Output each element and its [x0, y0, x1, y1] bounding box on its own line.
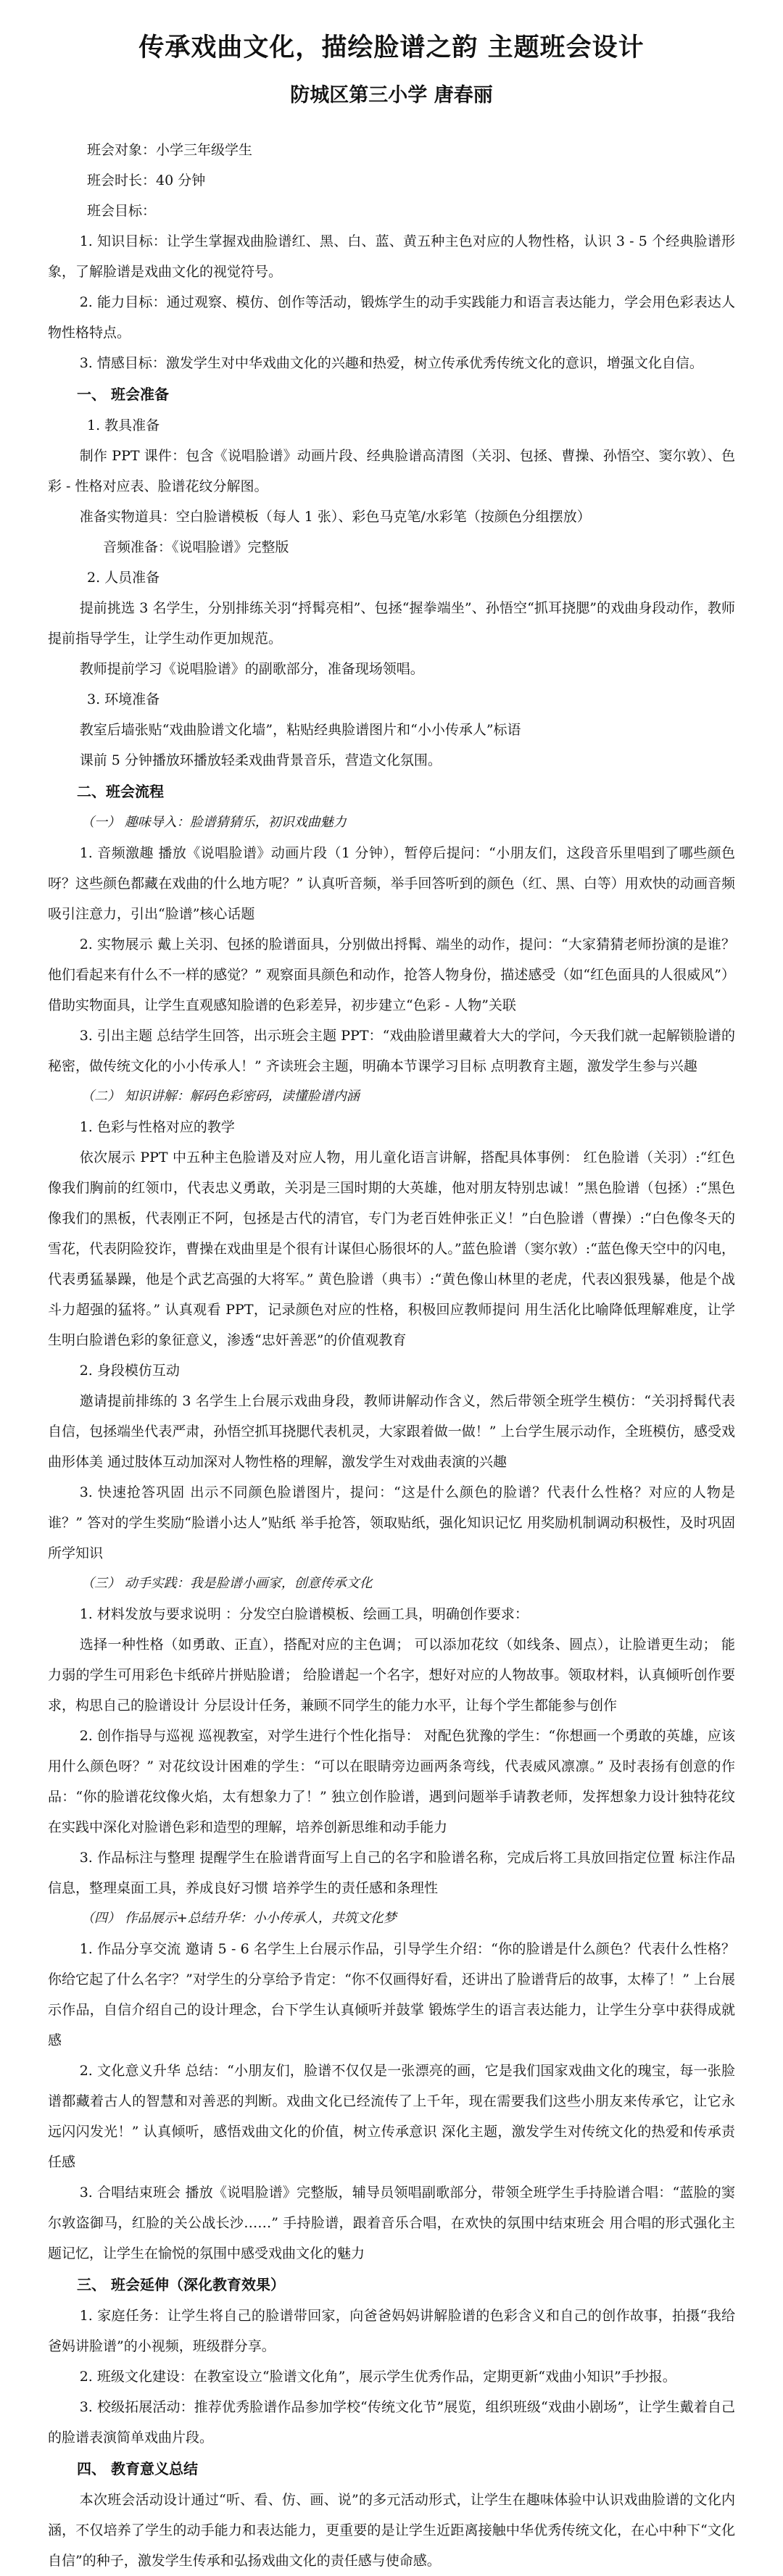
subheading-knowledge: （二） 知识讲解：解码色彩密码，读懂脸谱内涵: [81, 1089, 360, 1104]
section-heading-summary: 四、 教育意义总结: [77, 2460, 198, 2477]
section-heading-process: 二、班会流程: [77, 783, 164, 800]
goal-emotion: 3. 情感目标：激发学生对中华戏曲文化的兴趣和热爱，树立传承优秀传统文化的意识，增强文化自信。: [79, 355, 703, 371]
paragraph-students: 提前挑选 3 名学生，分别排练关羽“捋髯亮相”、包拯“握拳端坐”、孙悟空“抓耳挠腮”的戏曲身段动作，教师提前指导学生，让学生动作更加规范。: [48, 600, 735, 647]
subheading-environment: 3. 环境准备: [87, 691, 160, 707]
paragraph-wall: 教室后墙张贴“戏曲脸谱文化墙”，粘贴经典脸谱图片和“小小传承人”标语: [79, 722, 521, 738]
paragraph-music: 课前 5 分钟播放环播放轻柔戏曲背景音乐，营造文化氛围。: [79, 752, 442, 768]
paragraph-theme: 3. 引出主题 总结学生回答，出示班会主题 PPT：“戏曲脸谱里藏着大大的学问，今天我们就一起解锁脸谱的秘密，做传统文化的小小传承人！” 齐读班会主题，明确本节课学习目标 点明教育主题，激发学生参与兴趣: [48, 1028, 735, 1074]
paragraph-guidance: 2. 创作指导与巡视 巡视教室，对学生进行个性化指导： 对配色犹豫的学生：“你想画一个勇敢的英雄，应该用什么颜色呀？” 对花纹设计困难的学生：“可以在眼睛旁边画两条弯线，代表威风凛凛。” 及时表扬有创意的作品：“你的脸谱花纹像火焰，太有想象力了！” 独立创作脸谱，遇到问题举手请教老师，发挥想象力设计独特花纹 在实践中深化对脸谱色彩和造型的理解，培养创新思维和动手能力: [48, 1728, 735, 1835]
paragraph-materials: 1. 材料发放与要求说明 ：分发空白脸谱模板、绘画工具，明确创作要求：: [79, 1606, 529, 1622]
paragraph-ppt: 制作 PPT 课件：包含《说唱脸谱》动画片段、经典脸谱高清图（关羽、包拯、曹操、孙悟空、窦尔敦）、色彩 - 性格对应表、脸谱花纹分解图。: [48, 448, 735, 494]
paragraph-significance: 2. 文化意义升华 总结：“小朋友们，脸谱不仅仅是一张漂亮的画，它是我们国家戏曲文化的瑰宝，每一张脸谱都藏着古人的智慧和对善恶的判断。戏曲文化已经流传了上千年，现在需要我们这些小朋友来传承它，让它永远闪闪发光！” 认真倾听，感悟戏曲文化的价值，树立传承意识 深化主题，激发学生对传统文化的热爱和传承责任感: [48, 2063, 735, 2170]
paragraph-color-lesson: 依次展示 PPT 中五种主色脸谱及对应人物，用儿童化语言讲解，搭配具体事例： 红色脸谱（关羽）:“红色像我们胸前的红领巾，代表忠义勇敢，关羽是三国时期的大英雄，他对朋友特别忠诚！”黑色脸谱（包拯）:“黑色像我们的黑板，代表刚正不阿，包拯是古代的清官，专门为老百姓伸张正义！”白色脸谱（曹操）:“白色像冬天的雪花，代表阴险狡诈，曹操在戏曲里是个很有计谋但心肠很坏的人。”蓝色脸谱（窦尔敦）:“蓝色像天空中的闪电，代表勇猛暴躁，他是个武艺高强的大将军。” 黄色脸谱（典韦）:“黄色像山林里的老虎，代表凶狠残暴，他是个战斗力超强的猛将。” 认真观看 PPT，记录颜色对应的性格，积极回应教师提问 用生活化比喻降低理解难度，让学生明白脸谱色彩的象征意义，渗透“忠奸善恶”的价值观教育: [48, 1150, 735, 1348]
paragraph-audio-hook: 1. 音频激趣 播放《说唱脸谱》动画片段（1 分钟），暂停后提问：“小朋友们，这段音乐里唱到了哪些颜色呀？这些颜色都藏在戏曲的什么地方呢？” 认真听音频，举手回答听到的颜色（红、黑、白等）用欢快的动画音频吸引注意力，引出“脸谱”核心话题: [48, 845, 735, 922]
paragraph-summary: 本次班会活动设计通过“听、看、仿、画、说”的多元活动形式，让学生在趣味体验中认识戏曲脸谱的文化内涵，不仅培养了学生的动手能力和表达能力，更重要的是让学生近距离接触中华优秀传统文化，在心中种下“文化自信”的种子，激发学生传承和弘扬戏曲文化的责任感与使命感。: [48, 2492, 735, 2569]
paragraph-audio: 音频准备：《说唱脸谱》完整版: [103, 539, 289, 555]
subheading-personnel: 2. 人员准备: [87, 570, 160, 586]
paragraph-class-culture: 2. 班级文化建设：在教室设立“脸谱文化角”，展示学生优秀作品，定期更新“戏曲小知识”手抄报。: [79, 2369, 676, 2385]
paragraph-props: 准备实物道具：空白脸谱模板（每人 1 张）、彩色马克笔/水彩笔（按颜色分组摆放）: [79, 509, 591, 525]
paragraph-teacher: 教师提前学习《说唱脸谱》的副歌部分，准备现场领唱。: [79, 661, 424, 677]
subheading-showcase: （四） 作品展示+总结升华：小小传承人，共筑文化梦: [81, 1911, 397, 1926]
paragraph-pose-title: 2. 身段模仿互动: [79, 1363, 180, 1379]
paragraph-mask-display: 2. 实物展示 戴上关羽、包拯的脸谱面具，分别做出捋髯、端坐的动作，提问：“大家猜猜老师扮演的是谁？他们看起来有什么不一样的感觉？” 观察面具颜色和动作，抢答人物身份，描述感受（如“红色面具的人很威风”） 借助实物面具，让学生直观感知脸谱的色彩差异，初步建立“色彩 - 人物”关联: [48, 936, 735, 1013]
section-heading-extension: 三、 班会延伸（深化教育效果）: [77, 2276, 285, 2293]
paragraph-labeling: 3. 作品标注与整理 提醒学生在脸谱背面写上自己的名字和脸谱名称，完成后将工具放回指定位置 标注作品信息，整理桌面工具，养成良好习惯 培养学生的责任感和条理性: [48, 1850, 735, 1896]
info-audience: 班会对象：小学三年级学生: [87, 142, 253, 158]
paragraph-color-title: 1. 色彩与性格对应的教学: [79, 1119, 235, 1135]
paragraph-family-task: 1. 家庭任务：让学生将自己的脸谱带回家，向爸爸妈妈讲解脸谱的色彩含义和自己的创作故事，拍摄“我给爸妈讲脸谱”的小视频，班级群分享。: [48, 2308, 735, 2354]
document-title: 传承戏曲文化，描绘脸谱之韵 主题班会设计: [138, 33, 645, 62]
info-duration: 班会时长：40 分钟: [87, 173, 206, 188]
paragraph-requirements: 选择一种性格（如勇敢、正直），搭配对应的主色调； 可以添加花纹（如线条、圆点），让脸谱更生动； 能力弱的学生可用彩色卡纸碎片拼贴脸谱； 给脸谱起一个名字，想好对应的人物故事。领取材料，认真倾听创作要求，构思自己的脸谱设计 分层设计任务，兼顾不同学生的能力水平，让每个学生都能参与创作: [48, 1637, 735, 1713]
paragraph-school-activity: 3. 校级拓展活动：推荐优秀脸谱作品参加学校“传统文化节”展览，组织班级“戏曲小剧场”，让学生戴着自己的脸谱表演简单戏曲片段。: [48, 2399, 735, 2446]
subheading-teaching-aids: 1. 教具准备: [87, 417, 160, 433]
paragraph-pose-lesson: 邀请提前排练的 3 名学生上台展示戏曲身段，教师讲解动作含义，然后带领全班学生模仿：“关羽捋髯代表自信，包拯端坐代表严肃，孙悟空抓耳挠腮代表机灵，大家跟着做一做！” 上台学生展示动作，全班模仿，感受戏曲形体美 通过肢体互动加深对人物性格的理解，激发学生对戏曲表演的兴趣: [48, 1393, 735, 1470]
paragraph-quiz: 3. 快速抢答巩固 出示不同颜色脸谱图片，提问：“这是什么颜色的脸谱？代表什么性格？对应的人物是谁？” 答对的学生奖励“脸谱小达人”贴纸 举手抢答，领取贴纸，强化知识记忆 用奖励机制调动积极性，及时巩固所学知识: [48, 1484, 735, 1561]
subheading-intro: （一） 趣味导入：脸谱猜猜乐，初识戏曲魅力: [81, 815, 347, 830]
goal-ability: 2. 能力目标：通过观察、模仿、创作等活动，锻炼学生的动手实践能力和语言表达能力，学会用色彩表达人物性格特点。: [48, 294, 735, 341]
subheading-practice: （三） 动手实践：我是脸谱小画家，创意传承文化: [81, 1576, 373, 1591]
paragraph-sharing: 1. 作品分享交流 邀请 5 - 6 名学生上台展示作品，引导学生介绍：“你的脸谱是什么颜色？代表什么性格？你给它起了什么名字？”对学生的分享给予肯定：“你不仅画得好看，还讲出了脸谱背后的故事，太棒了！” 上台展示作品，自信介绍自己的设计理念，台下学生认真倾听并鼓掌 锻炼学生的语言表达能力，让学生分享中获得成就感: [48, 1941, 735, 2048]
document-author: 防城区第三小学 唐春丽: [290, 84, 493, 107]
section-heading-preparation: 一、 班会准备: [77, 386, 169, 403]
goal-knowledge: 1. 知识目标：让学生掌握戏曲脸谱红、黑、白、蓝、黄五种主色对应的人物性格，认识 3 - 5 个经典脸谱形象，了解脸谱是戏曲文化的视觉符号。: [48, 233, 735, 280]
paragraph-chorus: 3. 合唱结束班会 播放《说唱脸谱》完整版，辅导员领唱副歌部分，带领全班学生手持脸谱合唱：“蓝脸的窦尔敦盗御马，红脸的关公战长沙……” 手持脸谱，跟着音乐合唱，在欢快的氛围中结束班会 用合唱的形式强化主题记忆，让学生在愉悦的氛围中感受戏曲文化的魅力: [48, 2185, 735, 2261]
info-goals-label: 班会目标：: [87, 203, 157, 219]
